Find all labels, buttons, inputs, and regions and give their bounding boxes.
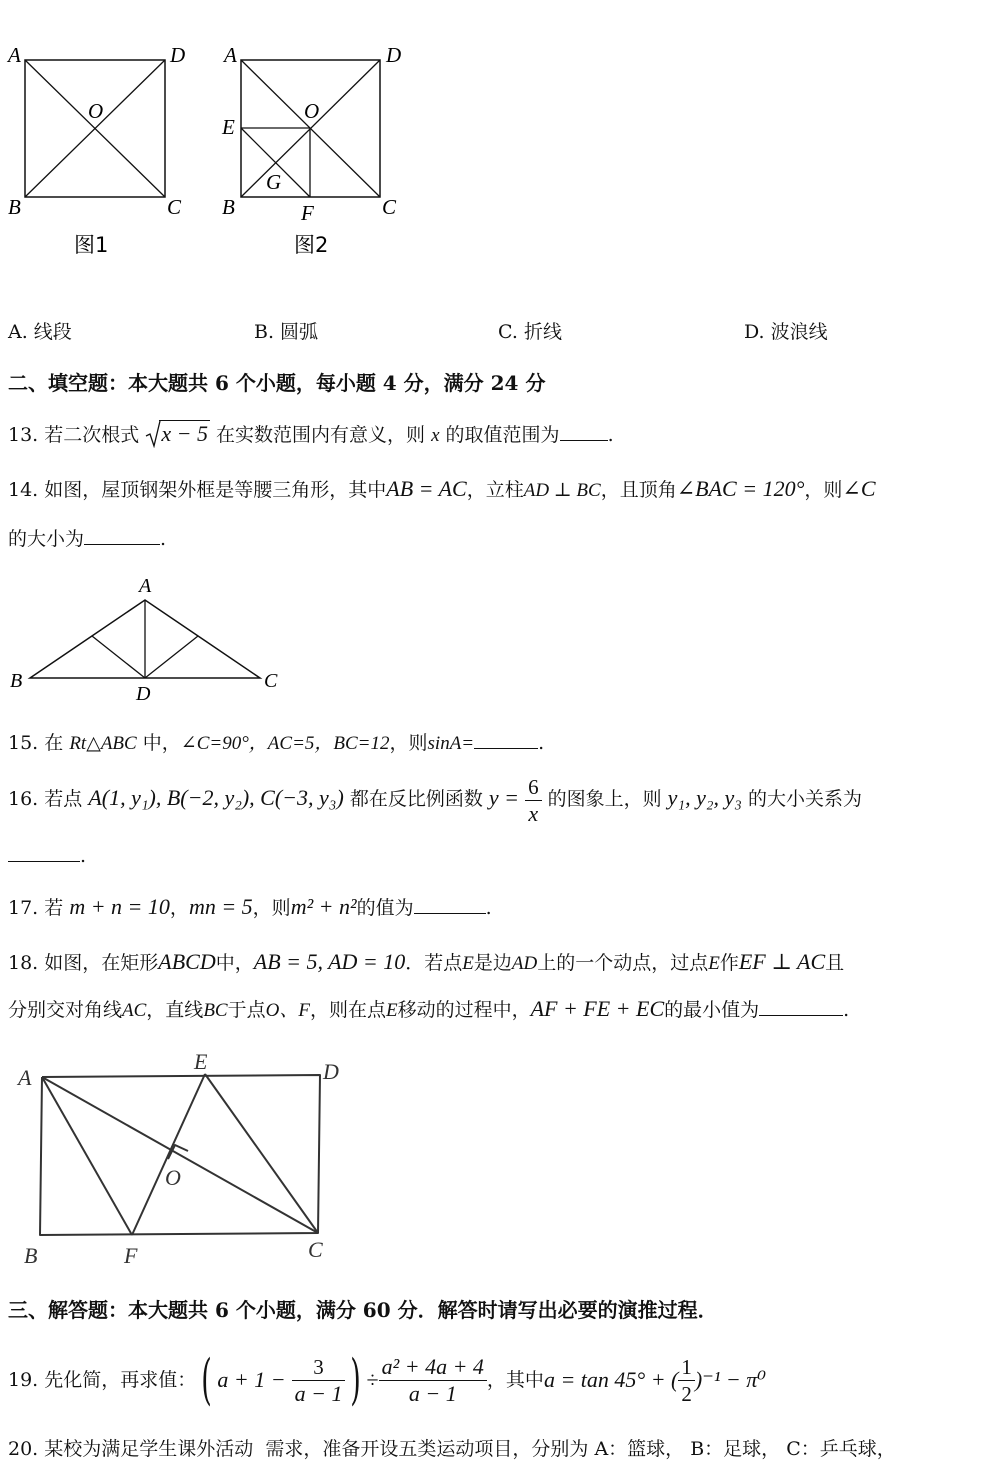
fig2-label-d: D [386,43,402,67]
q17-text2: ， [169,897,189,919]
q15-text3: ，则 [389,732,428,754]
q20-opt-b: B：足球， [690,1438,781,1460]
q19-right-paren: ) [350,1348,362,1411]
fig2-caption: 图2 [294,233,329,257]
q13-blank [560,422,608,441]
q18-number: 18. [8,952,39,974]
fig18-label-b: B [24,1243,38,1268]
q18-eq1: ABCD [158,950,216,974]
q17-text4: 的值为 [356,897,414,919]
q18-line2-eq4: E [385,1000,398,1021]
figure-q18 [0,1045,360,1275]
fig2-label-f: F [301,201,314,225]
q19-frac3-den: 2 [681,1381,692,1406]
fig18-label-d: D [323,1059,339,1084]
q14-blank [84,526,160,545]
q13-text1: 若二次根式 [44,424,140,446]
fig1-label-d: D [170,43,186,67]
q19-fraction-1 [292,1354,346,1407]
figure-1 [0,30,200,260]
q14-number: 14. [8,479,39,501]
question-13 [8,422,614,448]
q19-fraction-3 [678,1354,695,1407]
fig18-label-e: E [194,1049,208,1074]
q16-text3: 的图象上，则 [547,788,662,810]
q20-text-b: 需求，准备开设五类运动项目，分别为 [265,1438,589,1460]
q16-points: A(1, y₁), B(−2, y₂), C(−3, y₃) [88,785,344,810]
q16-func-den: x [528,800,539,826]
fig14-label-a: A [139,575,152,597]
option-a: A. 线段 [8,321,72,343]
question-16-line2 [8,843,86,868]
fig18-label-f: F [124,1243,138,1268]
fig18-label-a: A [18,1065,32,1090]
q18-text3: ．若点 [405,952,463,974]
q15-eq1: Rt△ABC [69,733,137,754]
q13-radical [145,422,210,447]
q18-text6: 作 [719,952,739,974]
question-19 [8,1345,766,1415]
q14-line2: 的大小为 [8,528,85,550]
q18-line2-eq3: O、F [265,1000,310,1021]
q18-line2-eq1: AC [122,1000,147,1021]
q18-blank [759,997,843,1016]
q14-eq3: ∠BAC = 120° [676,477,805,501]
q17-end: . [485,897,492,919]
q16-vars: y₁, y₂, y₃ [667,785,742,810]
q18-line2-2: ，直线 [146,999,204,1021]
q18-line2-1: 分别交对角线 [8,999,123,1021]
fig1-label-o: O [88,99,104,123]
fig2-label-e: E [222,115,235,139]
q19-frac1-den: a − 1 [294,1380,343,1406]
q16-end: . [80,845,87,867]
fig1-label-c: C [167,195,182,219]
q14-text4: ，则 [804,479,843,501]
q20-opt-c: C：乒乓球， [786,1438,896,1460]
q13-end: . [607,424,614,446]
q15-text2: 中， [142,732,181,754]
q19-eq: a = tan 45° + ( [543,1367,679,1392]
question-17 [8,895,492,920]
q19-text2: ，其中 [486,1369,544,1391]
q15-text1: 在 [44,732,64,754]
q19-text1: 先化简，再求值： [44,1369,197,1391]
q19-frac1-num: 3 [292,1354,346,1381]
question-14 [8,477,985,503]
q18-text1: 如图，在矩形 [44,952,159,974]
q18-line2-5: 移动的过程中， [397,999,531,1021]
q14-text3: ，且顶角 [600,479,677,501]
q17-eq3: m² + n² [290,894,357,919]
q18-line2-3: 于点 [227,999,266,1021]
q18-eq4: AD [511,953,538,974]
q13-text3: 的取值范围为 [445,424,560,446]
q18-line2-eq2: BC [203,1000,228,1021]
q18-text4: 是边 [473,952,512,974]
q19-number: 19. [8,1369,39,1391]
q18-eq2: AB = 5, AD = 10 [253,950,406,974]
fig2-label-b: B [222,195,235,219]
q13-number: 13. [8,424,39,446]
q19-expr-a: a + 1 − [217,1367,286,1392]
q17-text3: ，则 [252,897,291,919]
q18-line2-eq5: AF + FE + EC [530,996,665,1021]
question-20 [8,1437,896,1461]
q14-eq2: AD ⊥ BC [523,480,601,501]
q15-eq3: sinA= [427,733,475,754]
q14-eq1: AB = AC [386,477,467,501]
q13-text2: 在实数范围内有意义，则 [216,424,426,446]
q18-text2: 中， [215,952,254,974]
q13-var: x [431,425,440,446]
q19-fraction-2 [379,1354,487,1407]
question-16 [8,770,862,827]
fig2-label-g: G [266,170,282,194]
fig18-label-o: O [165,1165,181,1190]
q18-line2-4: ，则在点 [309,999,386,1021]
fig1-label-b: B [8,195,21,219]
figure-2 [210,30,420,260]
q19-left-paren: ( [201,1348,213,1411]
fig18-label-c: C [308,1237,323,1262]
question-18-line2 [8,997,849,1023]
q18-text5: 上的一个动点，过点 [537,952,709,974]
section-3-title: 三、解答题：本大题共 6 个小题，满分 60 分．解答时请写出必要的演推过程． [8,1298,718,1322]
q18-eq6: EF ⊥ AC [738,950,826,974]
question-14-line2 [8,526,166,551]
q15-blank [474,730,538,749]
q16-func-lhs: y = [488,785,520,810]
figure-q14 [0,570,300,710]
q16-number: 16. [8,788,39,810]
q16-text4: 的大小关系为 [747,788,862,810]
question-18 [8,950,985,976]
q20-number: 20. [8,1438,39,1460]
q19-frac3-num: 1 [678,1354,695,1381]
q18-line2-6: 的最小值为 [664,999,760,1021]
q17-number: 17. [8,897,39,919]
q19-div: ÷ [366,1367,379,1392]
q17-text1: 若 [44,897,64,919]
fig2-label-c: C [382,195,397,219]
fig1-label-a: A [8,43,21,67]
q14-eq4: ∠C [842,477,876,501]
q16-func-num: 6 [525,774,542,801]
q20-text: 某校为满足学生课外活动 [44,1438,254,1460]
q15-eq2: ∠C=90°，AC=5，BC=12 [180,733,390,754]
q16-blank [8,843,80,862]
q17-eq1: m + n = 10 [69,894,170,919]
q18-eq3: E [462,953,474,974]
option-c: C. 折线 [498,321,562,343]
fig14-label-c: C [264,670,278,692]
q17-blank [414,895,486,914]
question-15 [8,730,544,756]
q13-radicand: x − 5 [161,421,208,446]
fig1-caption: 图1 [74,233,109,257]
option-b: B. 圆弧 [254,321,319,343]
q16-fraction [525,774,542,827]
fig14-label-d: D [136,683,151,705]
q20-opt-a: A：篮球， [594,1438,685,1460]
q18-eq5: E [708,953,720,974]
fig2-label-a: A [224,43,237,67]
q19-eq-tail: )⁻¹ − π⁰ [694,1367,767,1392]
q19-frac2-den: a − 1 [408,1380,457,1406]
q16-text1: 若点 [44,788,83,810]
q14-text1: 如图，屋顶钢架外框是等腰三角形，其中 [44,479,387,501]
q14-text2: ，立柱 [466,479,524,501]
q17-eq2: mn = 5 [188,894,253,919]
section-2-title: 二、填空题：本大题共 6 个小题，每小题 4 分，满分 24 分 [8,371,546,395]
q15-number: 15. [8,732,39,754]
q16-text2: 都在反比例函数 [349,788,483,810]
option-d: D. 波浪线 [744,321,828,343]
q15-end: . [538,732,545,754]
q19-frac2-num: a² + 4a + 4 [379,1354,487,1381]
q18-end: . [843,999,850,1021]
q14-end: . [160,528,167,550]
q18-text7: 且 [825,952,845,974]
fig14-label-b: B [10,670,23,692]
fig2-label-o: O [304,99,320,123]
